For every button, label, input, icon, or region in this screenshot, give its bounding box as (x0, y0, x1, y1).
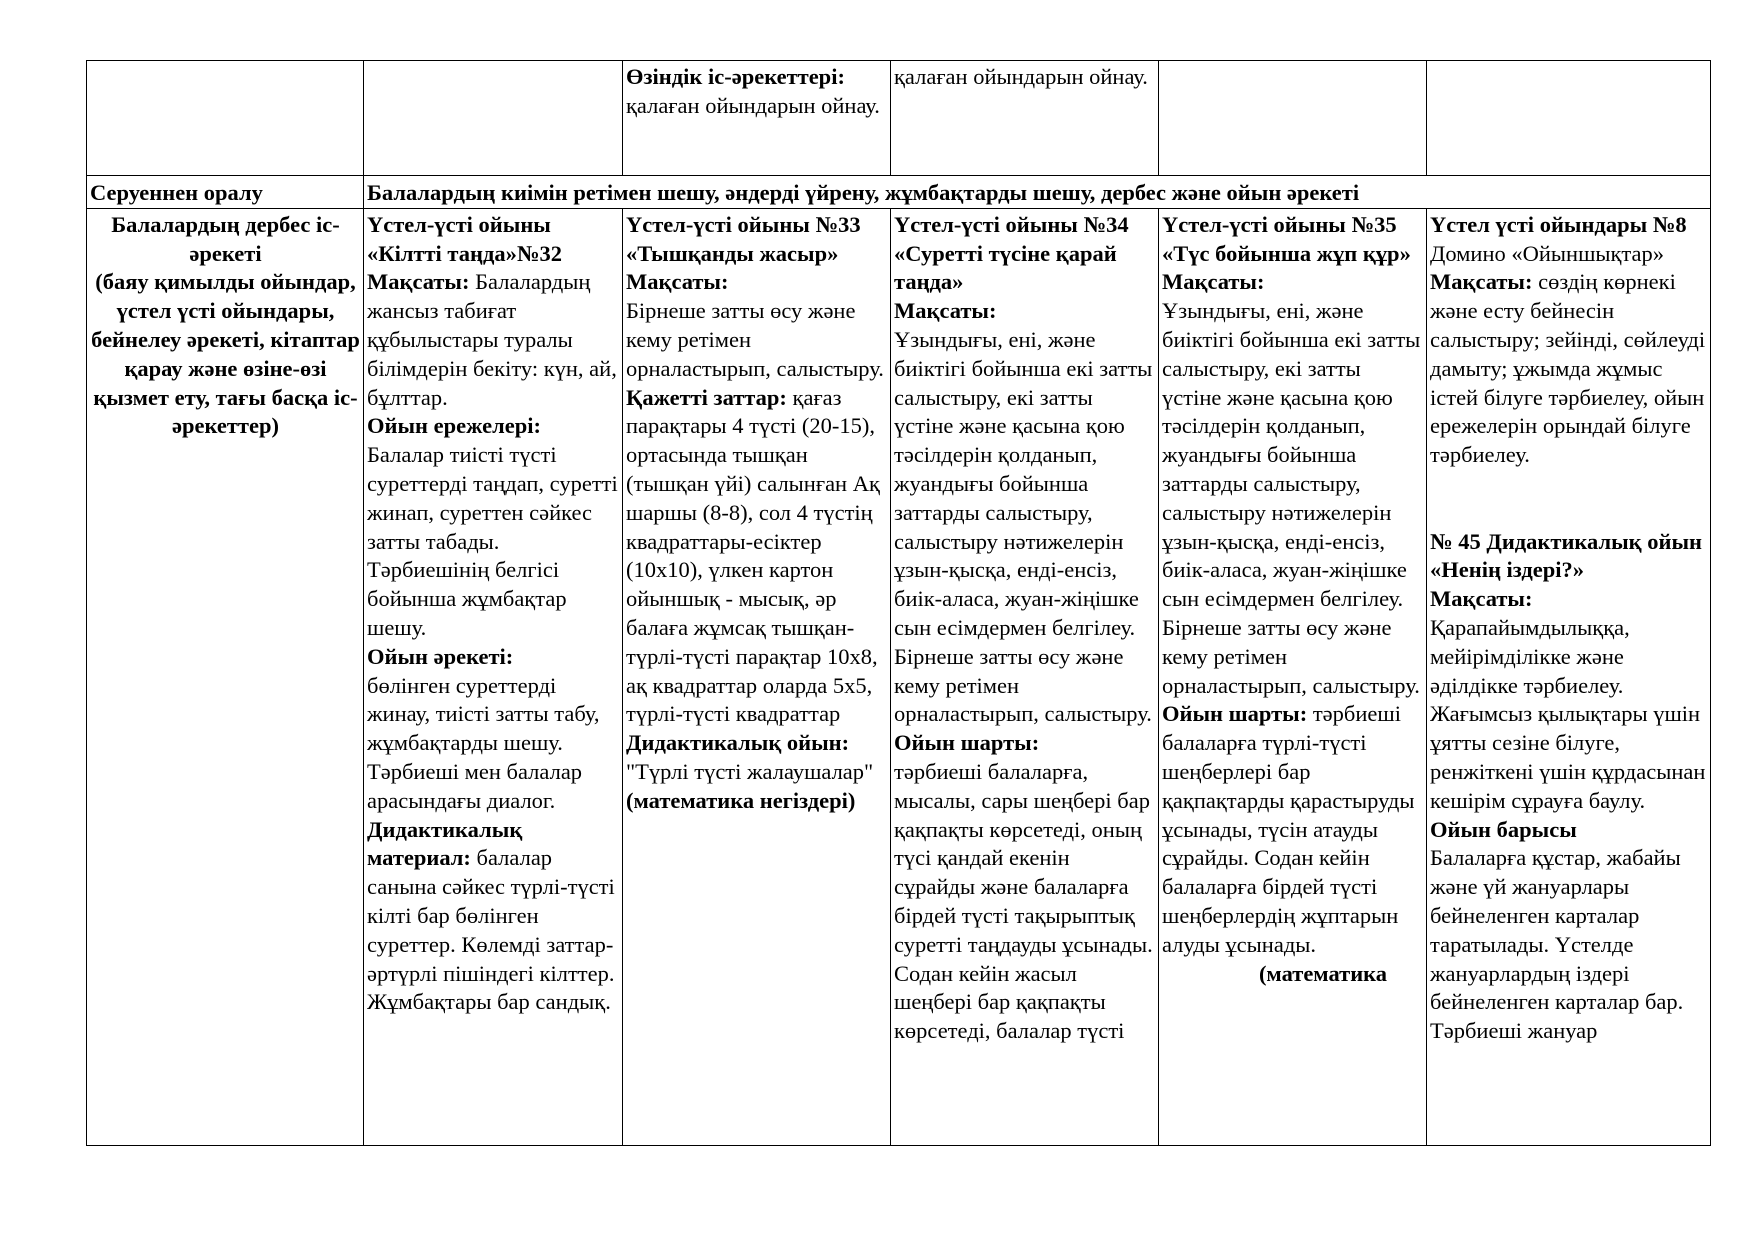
game-title: № 45 Дидактикалық ойын «Ненің іздері?» (1430, 528, 1703, 583)
needs-label: Қажетті заттар: (626, 384, 787, 410)
goal-label: Мақсаты: (1162, 269, 1265, 295)
empty-cell (1427, 61, 1711, 176)
didactic-text: "Түрлі түсті жалаушалар" (626, 758, 874, 784)
empty-cell (364, 61, 623, 176)
process-label: Ойын барысы (1430, 816, 1577, 842)
goal-text: Балалардың жансыз табиғат құбылыстары туралы білімдерін бекіту: күн, ай, бұлттар. (367, 269, 617, 410)
game-subtitle: Домино «Ойыншықтар» (1430, 240, 1665, 266)
table-row (87, 208, 1711, 1145)
game-title: Үстел-үсті ойыны №33 «Тышқанды жасыр» (626, 211, 861, 266)
game-32-cell (364, 208, 623, 1145)
action-label: Ойын әрекеті: (367, 643, 514, 669)
goal-label: Мақсаты: (626, 269, 729, 295)
return-label: Серуеннен оралу (87, 176, 364, 209)
game-35-cell (1159, 208, 1427, 1145)
goal-text: Бірнеше затты өсу және кему ретімен орналастырып, салыстыру. (626, 298, 884, 381)
goal-label: Мақсаты: (367, 269, 470, 295)
goal-text: Ұзындығы, ені, және биіктігі бойынша екі затты салыстыру, екі затты үстіне және қасына қою тәсілдерін қолданып, жуандығы бойынша заттарды салыстыру, салыстыру нәтижелерін ұзын-қысқа, енді-енсіз, биік-аласа, жуан-жіңішке сын есімдермен белгілеу. Бірнеше затты өсу және кему ретімен орналастырып, салыстыру. (894, 326, 1153, 727)
game-33-cell (623, 208, 891, 1145)
goal-label: Мақсаты: (894, 298, 997, 324)
condition-label: Ойын шарты: (1162, 701, 1308, 727)
empty-cell (87, 61, 364, 176)
subject-text: (математика негіздері) (626, 787, 856, 813)
needs-text: қағаз парақтары 4 түсті (20-15), ортасында тышқан (тышқан үйі) салынған Ақ шаршы (8-8), сол 4 түстің квадраттары-есіктер (10х10), үлкен картон ойыншық - мысық, әр балаға жұмсақ тышқан-түрлі-түсті парақтар 10х8, ақ квадраттар оларда 5х5, түрлі-түсті квадраттар (626, 384, 880, 727)
material-text: балалар санына сәйкес түрлі-түсті кілті бар бөлінген суреттер. Көлемді заттар-әртүрлі пішіндегі кілттер. Жұмбақтары бар сандық. (367, 845, 615, 1015)
subject-text: (математика (1258, 960, 1388, 986)
activity-label: Балалардың дербес іс-әрекеті (баяу қимылды ойындар, үстел үсті ойындары, бейнелеу әрекеті, кітаптар қарау және өзіне-өзі қызмет ету, тағы басқа іс-әрекеттер) (87, 208, 364, 1145)
rules-text: Балалар тиісті түсті суреттерді таңдап, суретті жинап, суреттен сәйкес затты табады. Тәрбиешінің белгісі бойынша жұмбақтар шешу. (367, 442, 618, 640)
own-activity-cell (623, 61, 891, 176)
game-title: Үстел-үсті ойыны №35 «Түс бойынша жұп құр» (1162, 211, 1411, 266)
condition-text: тәрбиеші балаларға түрлі-түсті шеңберлері бар қақпақтарды қарастыруды ұсынады, түсін атауды сұрайды. Содан кейін балаларға бірдей түсті шеңберлердің жұптарын алуды ұсынады. (1162, 701, 1415, 957)
return-text: Балалардың киімін ретімен шешу, әндерді үйрену, жұмбақтарды шешу, дербес және ойын әрекеті (364, 176, 1711, 209)
goal-text: Қарапайымдылыққа, мейірімділікке және әділдікке тәрбиелеу. Жағымсыз қылықтары үшін ұятты сезіне білуге, ренжіткені үшін құрдасынан кешірім сұрауға баулу. (1430, 614, 1706, 813)
own-activity-text: қалаған ойындарын ойнау. (894, 64, 1148, 89)
process-text: Балаларға құстар, жабайы және үй жануарлары бейнеленген карталар таратылады. Үстелде жануарлардың іздері бейнеленген карталар бар. Тәрбиеші жануар (1430, 845, 1684, 1044)
goal-label: Мақсаты: (1430, 269, 1533, 295)
condition-label: Ойын шарты: (894, 730, 1040, 756)
own-activity-title: Өзіндік іс-әрекеттері: (626, 64, 845, 89)
rules-label: Ойын ережелері: (367, 413, 541, 439)
game-title: Үстел-үсті ойыны №34 «Суретті түсіне қарай таңда» (894, 211, 1129, 295)
own-activity-cell (891, 61, 1159, 176)
games-8-45-cell (1427, 208, 1711, 1145)
condition-text: тәрбиеші балаларға, мысалы, сары шеңбері бар қақпақты көрсетеді, оның түсі қандай екенін сұрайды және балаларға бірдей түсті тақырыптық суретті таңдауды ұсынады. Содан кейін жасыл шеңбері бар қақпақты көрсетеді, балалар түсті (894, 758, 1153, 1044)
goal-label: Мақсаты: (1430, 586, 1533, 612)
didactic-label: Дидактикалық ойын: (626, 730, 850, 756)
game-34-cell (891, 208, 1159, 1145)
table-row (87, 61, 1711, 176)
table-row (87, 176, 1711, 209)
game-title: Үстел үсті ойындары №8 (1430, 211, 1687, 237)
game-title: Үстел-үсті ойыны «Кілтті таңда»№32 (367, 211, 562, 266)
goal-text: Ұзындығы, ені, және биіктігі бойынша екі затты салыстыру, екі затты үстіне және қасына қою тәсілдерін қолданып, жуандығы бойынша заттарды салыстыру, салыстыру нәтижелерін ұзын-қысқа, енді-енсіз, биік-аласа, жуан-жіңішке сын есімдермен белгілеу. Бірнеше затты өсу және кему ретімен орналастырып, салыстыру. (1162, 298, 1421, 698)
material-label: Дидактикалық материал: (367, 816, 523, 871)
own-activity-text: қалаған ойындарын ойнау. (626, 92, 880, 118)
goal-text: сөздің көрнекі және есту бейнесін салыстыру; зейінді, сөйлеуді дамыту; ұжымда жұмыс істей білуге тәрбиелеу, ойын ережелерін орындай білуге тәрбиелеу. (1430, 269, 1706, 468)
action-text: бөлінген суреттерді жинау, тиісті затты табу, жұмбақтарды шешу. Тәрбиеші мен балалар арасындағы диалог. (367, 672, 600, 813)
empty-cell (1159, 61, 1427, 176)
plan-table (86, 60, 1711, 1146)
